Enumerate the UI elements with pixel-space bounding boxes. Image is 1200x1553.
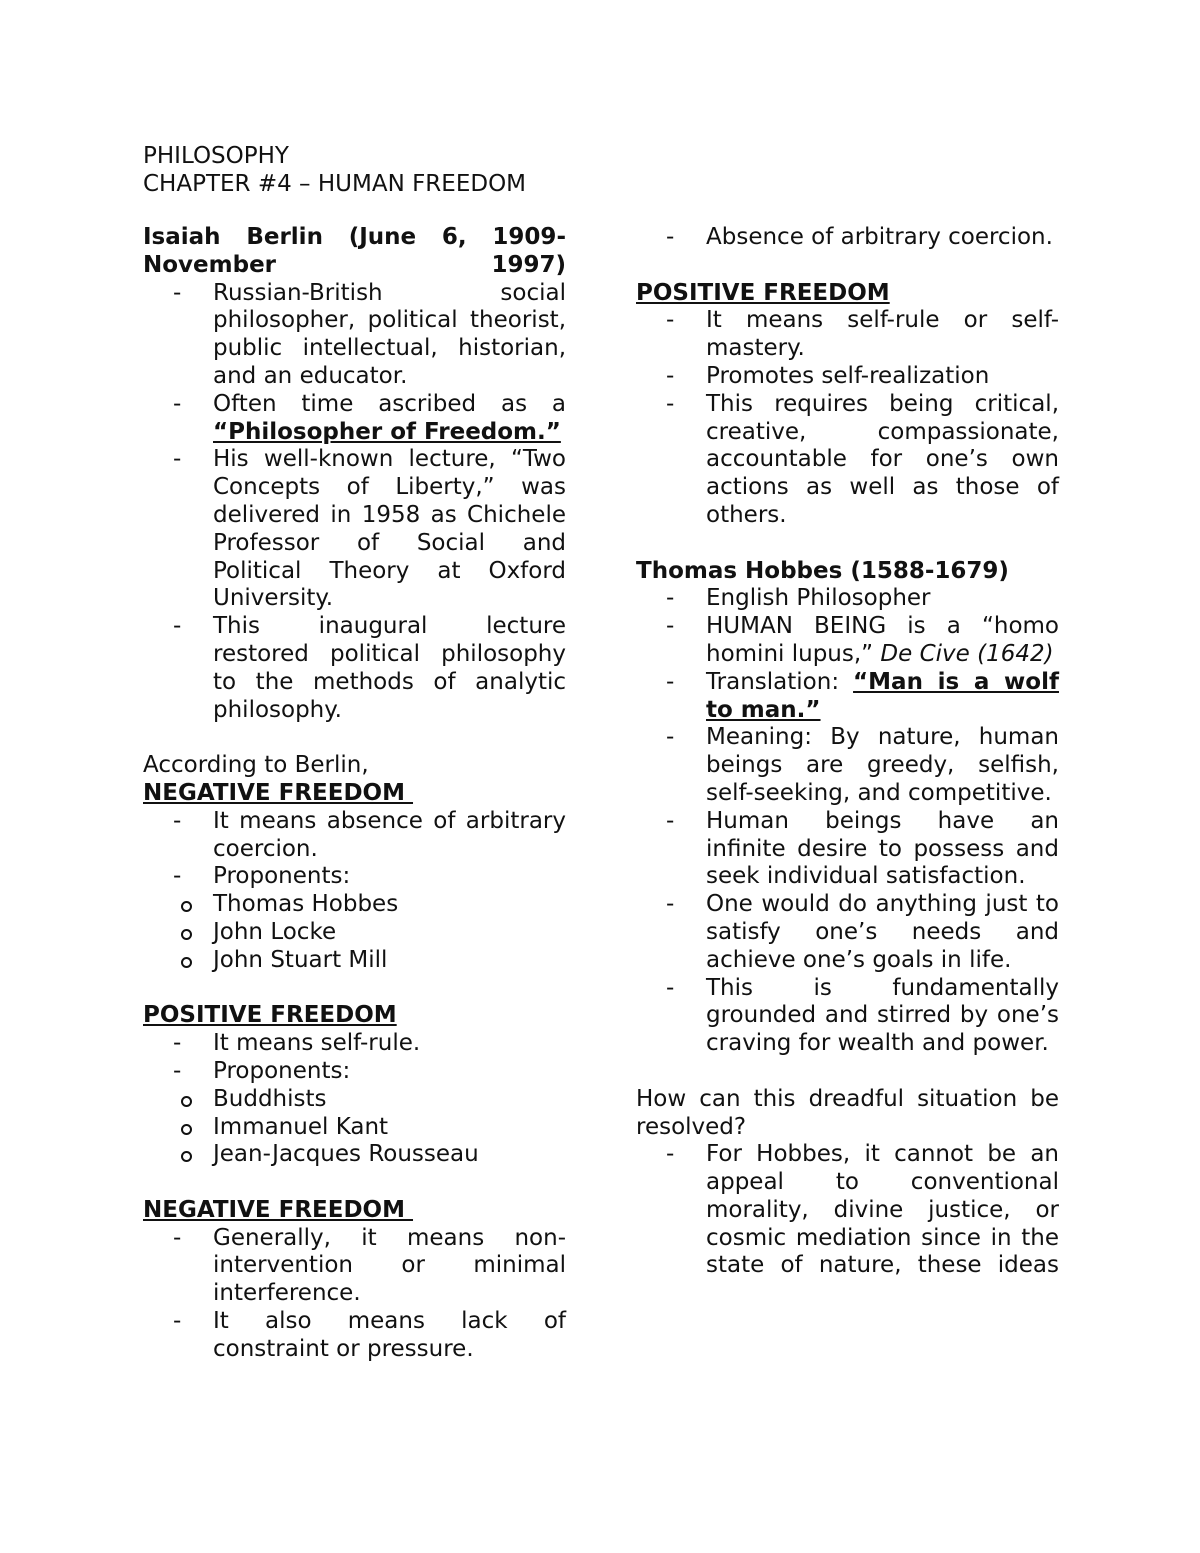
list-item: - Translation: “Man is a wolf to man.” [636,669,1059,725]
continued-list [636,224,1059,252]
circle-bullet-icon [181,1124,192,1135]
negative-freedom-heading-2: NEGATIVE FREEDOM [143,1196,414,1223]
negative-freedom-list-2 [143,1225,566,1364]
list-item: - This inaugural lecture restored political philosophy to the methods of analytic philosophy. [143,613,566,724]
list-item: Thomas Hobbes [143,891,566,919]
question-text: How can this dreadful situation be resolved? [636,1085,1059,1140]
list-item: - One would do anything just to satisfy one’s needs and achieve one’s goals in life. [636,891,1059,974]
negative-proponents-list [143,891,566,974]
berlin-heading: Isaiah Berlin (June 6, 1909-November 1997) [143,224,566,278]
philosopher-of-freedom: “Philosopher of Freedom.” [213,418,561,445]
positive-freedom-list-2 [636,307,1059,529]
subject-title: PHILOSOPHY [143,143,289,169]
list-item: - For Hobbes, it cannot be an appeal to conventional morality, divine justice, or cosmic mediation since in the state of nature, these ideas [636,1141,1059,1280]
circle-bullet-icon [181,957,192,968]
list-item: - It means self-rule or self-mastery. [636,307,1059,363]
de-cive-citation: De Cive (1642) [880,640,1054,667]
list-item: - Generally, it means non-intervention or minimal interference. [143,1225,566,1308]
circle-bullet-icon [181,1096,192,1107]
list-item: - Meaning: By nature, human beings are greedy, selfish, self-seeking, and competitive. [636,724,1059,807]
circle-bullet-icon [181,901,192,912]
list-item: John Stuart Mill [143,947,566,975]
document-header [143,142,526,198]
hobbes-heading: Thomas Hobbes (1588-1679) [636,557,1009,584]
wolf-quote: “Man is a wolf to man.” [706,668,1059,723]
positive-proponents-list [143,1086,566,1169]
list-item: Jean-Jacques Rousseau [143,1141,566,1169]
list-item: - Human beings have an infinite desire to possess and seek individual satisfaction. [636,808,1059,891]
berlin-list [143,280,566,725]
list-item: Buddhists [143,1086,566,1114]
right-column [636,224,1059,1280]
according-text: According to Berlin, [143,752,369,779]
list-item: - His well-known lecture, “Two Concepts of Liberty,” was delivered in 1958 as Chichele Professor of Social and Political Theory at Oxford University. [143,446,566,613]
list-item: - It means absence of arbitrary coercion. [143,808,566,864]
positive-freedom-heading-2: POSITIVE FREEDOM [636,279,890,306]
hobbes-list [636,585,1059,1058]
circle-bullet-icon [181,929,192,940]
list-item: - It means self-rule. [143,1030,566,1058]
positive-freedom-list [143,1030,566,1086]
negative-freedom-heading: NEGATIVE FREEDOM [143,779,414,806]
chapter-title: CHAPTER #4 – HUMAN FREEDOM [143,171,527,197]
list-item: - This is fundamentally grounded and stirred by one’s craving for wealth and power. [636,975,1059,1058]
list-item: - This requires being critical, creative, compassionate, accountable for one’s own actions as well as those of others. [636,391,1059,530]
circle-bullet-icon [181,1151,192,1162]
positive-freedom-heading: POSITIVE FREEDOM [143,1002,397,1029]
list-item: - Proponents: [143,1058,566,1086]
left-column [143,224,566,1364]
list-item: - Proponents: [143,863,566,891]
negative-freedom-list [143,808,566,891]
list-item: - HUMAN BEING is a “homo homini lupus,” De Cive (1642) [636,613,1059,669]
list-item: - It also means lack of constraint or pressure. [143,1308,566,1364]
final-list [636,1141,1059,1280]
list-item: Immanuel Kant [143,1114,566,1142]
list-item: - Russian-British social philosopher, political theorist, public intellectual, historian, and an educator. [143,280,566,391]
list-item: - Promotes self-realization [636,363,1059,391]
list-item: - English Philosopher [636,585,1059,613]
list-item: - Often time ascribed as a “Philosopher of Freedom.” [143,391,566,447]
list-item: - Absence of arbitrary coercion. [636,224,1059,252]
list-item: John Locke [143,919,566,947]
